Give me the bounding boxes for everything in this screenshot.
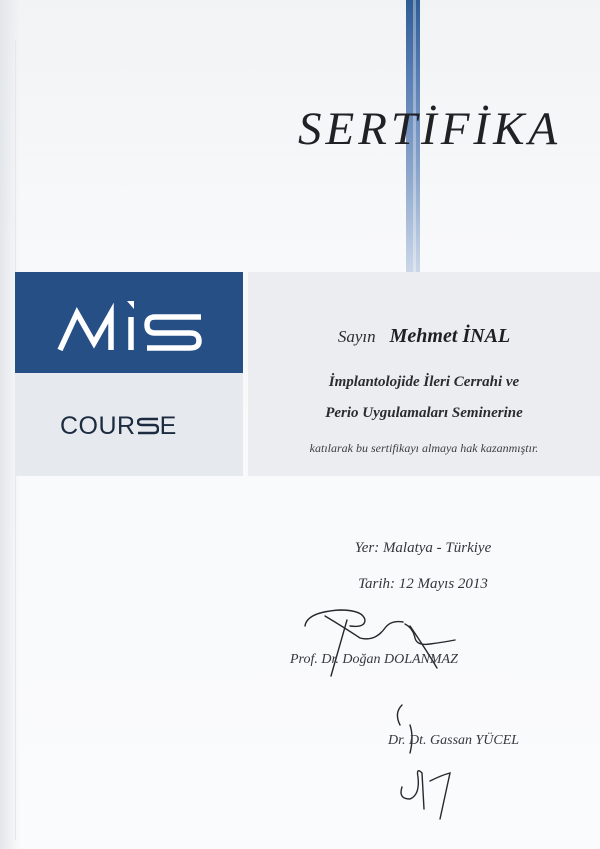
salutation-line bbox=[248, 325, 600, 348]
salutation: Sayın bbox=[337, 327, 376, 346]
course-prefix: COUR bbox=[60, 412, 136, 440]
earned-statement: katılarak bu sertifikayı almaya hak kazanmıştır. bbox=[309, 441, 539, 455]
recipient-name: Mehmet İNAL bbox=[389, 325, 511, 347]
course-s-mark-icon bbox=[137, 416, 159, 436]
course-suffix: E bbox=[159, 412, 177, 440]
signatory-1-name: Prof. Dr. Doğan DOLANMAZ bbox=[290, 652, 458, 667]
seminar-title-line-1: İmplantolojide İleri Cerrahi ve bbox=[328, 374, 520, 390]
certificate-title: SERTİFİKA bbox=[298, 103, 562, 155]
date: Tarih: 12 Mayıs 2013 bbox=[358, 576, 488, 592]
location: Yer: Malatya - Türkiye bbox=[354, 540, 492, 556]
course-logo-text bbox=[60, 412, 177, 441]
signature-2 bbox=[380, 695, 480, 820]
seminar-title-line-2: Perio Uygulamaları Seminerine bbox=[325, 405, 523, 421]
signatory-2-name: Dr. Dt. Gassan YÜCEL bbox=[388, 733, 520, 748]
mis-logo-icon bbox=[55, 295, 205, 355]
